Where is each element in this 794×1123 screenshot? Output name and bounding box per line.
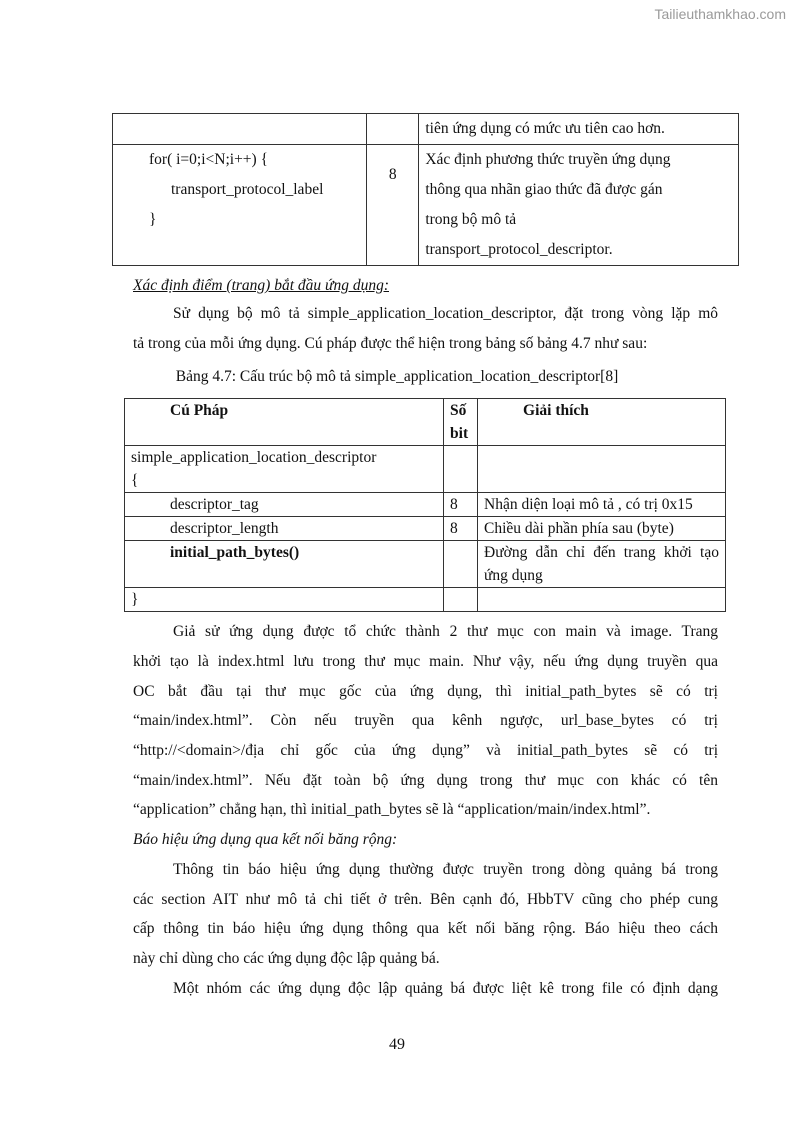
section-heading: Xác định điểm (trang) bắt đầu ứng dụng:: [133, 277, 389, 294]
watermark-text: Tailieuthamkhao.com: [654, 6, 786, 22]
header-syntax: Cú Pháp: [125, 399, 444, 446]
explain-cell: [478, 588, 726, 612]
code-line: }: [149, 211, 157, 228]
paragraph-line: “main/index.html”. Nếu đặt toàn bộ ứng dụng trong thư mục con khác có tên: [133, 772, 718, 789]
table-row: [125, 541, 726, 588]
description-line: trong bộ mô tả: [425, 211, 517, 228]
table-row: [125, 493, 726, 517]
bits-cell: [444, 541, 478, 588]
explain-cell: [478, 446, 726, 493]
header-explain: Giải thích: [478, 399, 726, 446]
syntax-line: {: [131, 472, 139, 489]
bits-cell: [444, 588, 478, 612]
explain-cell: Nhận diện loại mô tả , có trị 0x15: [478, 493, 726, 517]
paragraph-line: Sử dụng bộ mô tả simple_application_location_descriptor, đặt trong vòng lặp mô: [173, 305, 718, 322]
table-header-row: [125, 399, 726, 446]
bits-cell: 8: [444, 517, 478, 541]
explain-line: ứng dụng: [484, 567, 543, 584]
bits-cell: [367, 145, 419, 266]
explain-line: Đường dẫn chỉ đến trang khởi tạo: [484, 544, 719, 561]
bits-value: 8: [388, 166, 397, 183]
description-cell: [419, 145, 739, 266]
table-caption: Bảng 4.7: Cấu trúc bộ mô tả simple_application_location_descriptor[8]: [175, 368, 619, 385]
paragraph-line: Giả sử ứng dụng được tổ chức thành 2 thư mục con main và image. Trang: [173, 623, 718, 640]
header-bits-line: Số: [450, 402, 467, 419]
paragraph-line: “application” chẳng hạn, thì initial_path_bytes sẽ là “application/main/index.html”.: [133, 801, 651, 818]
description-line: transport_protocol_descriptor.: [425, 241, 613, 258]
page-number: 49: [389, 1036, 405, 1053]
explain-cell: [478, 541, 726, 588]
bits-cell: [444, 446, 478, 493]
syntax-cell: }: [125, 588, 444, 612]
bits-cell: 8: [444, 493, 478, 517]
explain-cell: Chiều dài phần phía sau (byte): [478, 517, 726, 541]
syntax-table-continued: [112, 113, 739, 266]
code-cell: [113, 145, 367, 266]
paragraph-line: tả trong của mỗi ứng dụng. Cú pháp được thể hiện trong bảng số bảng 4.7 như sau:: [133, 335, 648, 352]
paragraph-line: “main/index.html”. Còn nếu truyền qua kênh ngược, url_base_bytes có trị: [133, 712, 718, 729]
syntax-cell: [125, 446, 444, 493]
table-row: [113, 114, 739, 145]
table-row: [125, 446, 726, 493]
table-row: [125, 588, 726, 612]
syntax-cell: descriptor_tag: [125, 493, 444, 517]
table-cell: [367, 114, 419, 145]
paragraph-line: các section AIT như mô tả chi tiết ở trên. Bên cạnh đó, HbbTV cũng cho phép cung: [133, 891, 718, 908]
syntax-cell: descriptor_length: [125, 517, 444, 541]
header-bits: [444, 399, 478, 446]
paragraph-line: OC bắt đầu tại thư mục gốc của ứng dụng, thì initial_path_bytes sẽ có trị: [133, 683, 718, 700]
paragraph-line: này chỉ dùng cho các ứng dụng độc lập quảng bá.: [133, 950, 440, 967]
table-row: [113, 145, 739, 266]
code-line: transport_protocol_label: [171, 181, 324, 198]
syntax-cell: initial_path_bytes(): [125, 541, 444, 588]
description-line: thông qua nhãn giao thức đã được gán: [425, 181, 663, 198]
description-line: Xác định phương thức truyền ứng dụng: [425, 151, 671, 168]
syntax-line: simple_application_location_descriptor: [131, 449, 377, 466]
paragraph-line: Thông tin báo hiệu ứng dụng thường được truyền trong dòng quảng bá trong: [173, 861, 718, 878]
table-row: [125, 517, 726, 541]
header-bits-line: bit: [450, 425, 469, 442]
table-cell: tiên ứng dụng có mức ưu tiên cao hơn.: [419, 114, 739, 145]
paragraph-line: Một nhóm các ứng dụng độc lập quảng bá được liệt kê trong file có định dạng: [173, 980, 718, 997]
paragraph-line: “http://<domain>/địa chỉ gốc của ứng dụng” và initial_path_bytes sẽ có trị: [133, 742, 718, 759]
paragraph-line: cấp thông tin báo hiệu ứng dụng thông qua kết nối băng rộng. Báo hiệu theo cách: [133, 920, 718, 937]
section-heading: Báo hiệu ứng dụng qua kết nối băng rộng:: [133, 831, 398, 848]
code-line: for( i=0;i<N;i++) {: [149, 151, 269, 168]
descriptor-structure-table: [124, 398, 726, 612]
paragraph-line: khởi tạo là index.html lưu trong thư mục main. Như vậy, nếu ứng dụng truyền qua: [133, 653, 718, 670]
table-cell: [113, 114, 367, 145]
